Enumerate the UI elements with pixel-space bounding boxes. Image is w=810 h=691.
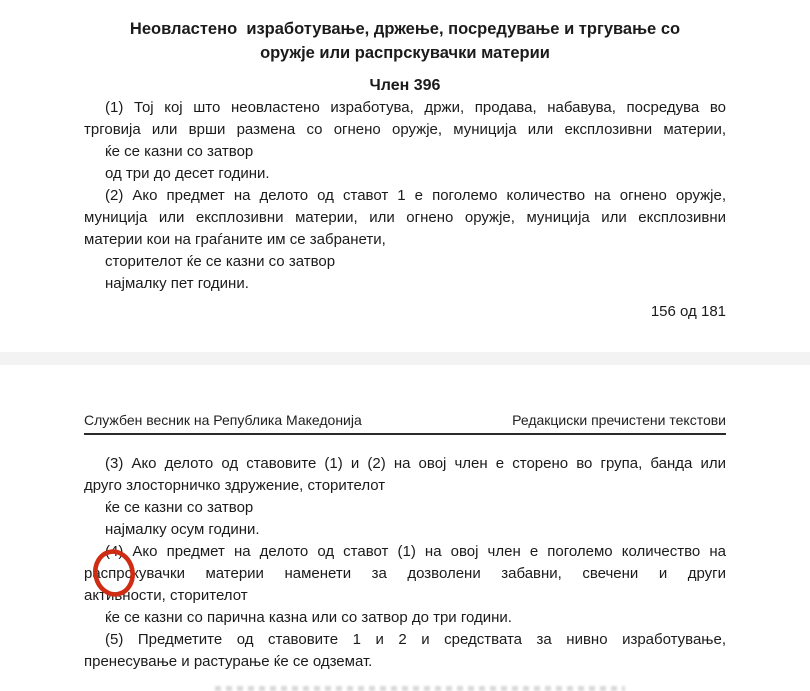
- header-journal-title: Службен весник на Република Македонија: [84, 412, 362, 428]
- paragraph-4: [84, 541, 726, 629]
- text-line: ќе се казни со затвор: [105, 499, 254, 516]
- text-line: пренесување и растурање ќе се одземат.: [84, 653, 373, 670]
- text-line: распрскувачки материи наменети за дозволени забавни, свечени и други: [84, 565, 726, 582]
- text-line: сторителот ќе се казни со затвор: [105, 253, 336, 270]
- page-separator: [0, 352, 810, 365]
- page-2: [0, 412, 810, 673]
- paragraph-2: [84, 185, 726, 295]
- page-1: [0, 17, 810, 323]
- text-line: (4) Ако предмет на делото од ставот (1) на овој член е поголемо количество на: [105, 543, 726, 560]
- text-line: од три до десет години.: [105, 165, 270, 182]
- article-title-line1: Неовластено изработување, држење, посредување и тргување со: [129, 20, 681, 38]
- text-line: трговија или врши размена со огнено оружје, муниција или експлозивни материи,: [84, 121, 726, 138]
- document-viewport[interactable]: [0, 17, 810, 691]
- running-header: [84, 412, 726, 435]
- text-line: (2) Ако предмет на делото од ставот 1 е поголемо количество на огнено оружје,: [105, 187, 726, 204]
- text-line: муниција или експлозивни материи, или огнено оружје, муниција или експлозивни: [84, 209, 726, 226]
- page-number: 156 од 181: [650, 303, 726, 320]
- text-line: (1) Тој кој што неовластено изработува, држи, продава, набавува, посредува во: [105, 99, 726, 116]
- text-line: најмалку осум години.: [105, 521, 260, 538]
- text-line: (3) Ако делото од ставовите (1) и (2) на овој член е сторено во група, банда или: [105, 455, 726, 472]
- text-line: активности, сторителот: [84, 587, 248, 604]
- paragraph-5: [84, 629, 726, 673]
- text-line: друго злосторничко здружение, сторителот: [84, 477, 386, 494]
- article-number-heading: Член 396: [369, 77, 441, 94]
- paragraph-1: [84, 97, 726, 185]
- text-line: материи кои на граѓаните им се забранети,: [84, 231, 386, 248]
- article-title-line2: оружје или распрскувачки материи: [260, 44, 550, 62]
- page-2-body: [84, 453, 726, 673]
- paragraph-3: [84, 453, 726, 541]
- header-edition-label: Редакциски пречистени текстови: [512, 412, 726, 428]
- text-line: ќе се казни со парична казна или со затвор до три години.: [105, 609, 512, 626]
- next-heading-clipped-sliver: [215, 686, 625, 691]
- text-line: (5) Предметите од ставовите 1 и 2 и средствата за нивно изработување,: [105, 631, 726, 648]
- text-line: најмалку пет години.: [105, 275, 249, 292]
- text-line: ќе се казни со затвор: [105, 143, 254, 160]
